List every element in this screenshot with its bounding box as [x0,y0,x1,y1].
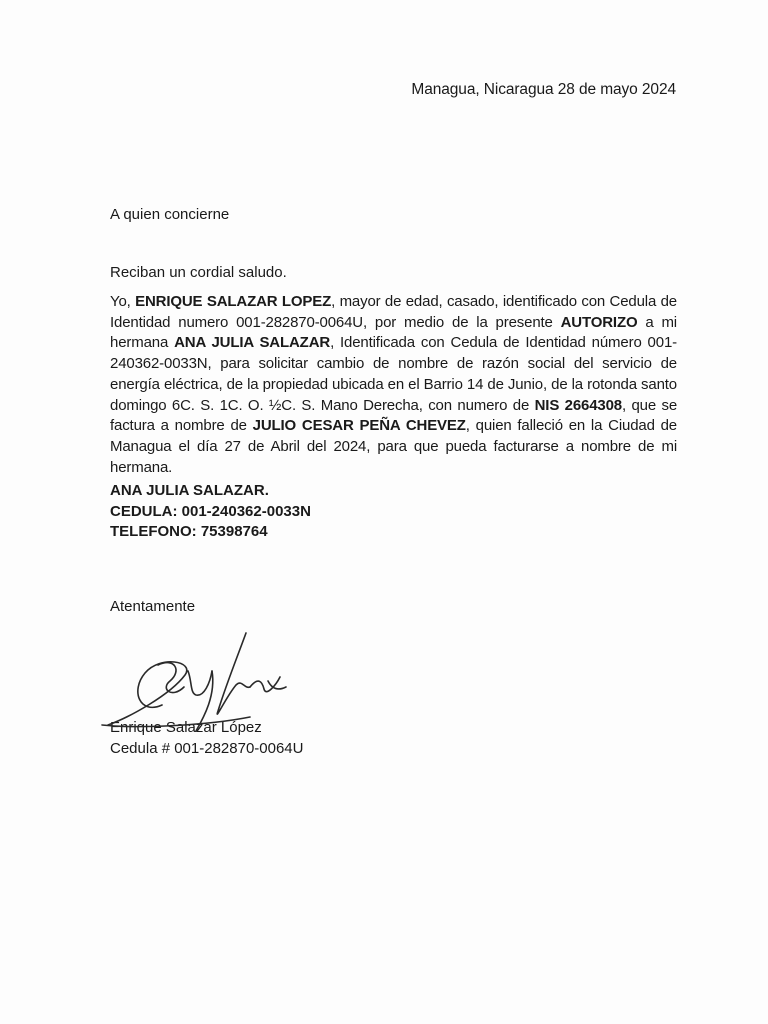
body-text: , Identificada con Cedula de Identidad número 001-240362-0033N, para solicitar cambio de nombre de razón social del servicio de energía eléctrica, de la propiedad ubicada en el Barrio 14 de Junio, de la rotonda santo domingo 6C. S. 1C. O. ½C. S. Mano Derecha, con numero de [110,334,677,414]
handwritten-signature [100,625,290,740]
signer-name: Enrique Salazar López [110,719,262,736]
nis-number: NIS 2664308 [534,396,622,414]
body-text: , que se factura a nombre de [110,396,678,435]
contact-cedula: CEDULA: 001-240362-0033N [110,502,311,520]
place-date: Managua, Nicaragua 28 de mayo 2024 [411,81,676,98]
author-name: ENRIQUE SALAZAR LOPEZ [135,293,332,310]
contact-name: ANA JULIA SALAZAR. [110,482,269,499]
body-text: , mayor de edad, casado, identificado con Cedula de Identidad numero 001-282870-0064U, por medio de la presente [110,293,677,331]
greeting: A quien concierne [110,206,230,223]
deceased-name: JULIO CESAR PEÑA CHEVEZ [252,417,466,435]
contact-telefono: TELEFONO: 75398764 [110,523,268,540]
body-paragraph [110,292,677,478]
signer-cedula: Cedula # 001-282870-0064U [110,739,304,757]
body-text: Yo, [110,293,136,310]
salutation: Reciban un cordial saludo. [110,264,287,281]
sister-name: ANA JULIA SALAZAR [174,334,331,352]
body-text: a mi hermana [110,313,677,352]
closing: Atentamente [110,598,196,615]
authorize-word: AUTORIZO [560,313,638,331]
contact-block [110,481,311,543]
body-text: , quien falleció en la Ciudad de Managua el día 27 de Abril del 2024, para que pueda facturarse a nombre de mi hermana. [110,417,677,476]
